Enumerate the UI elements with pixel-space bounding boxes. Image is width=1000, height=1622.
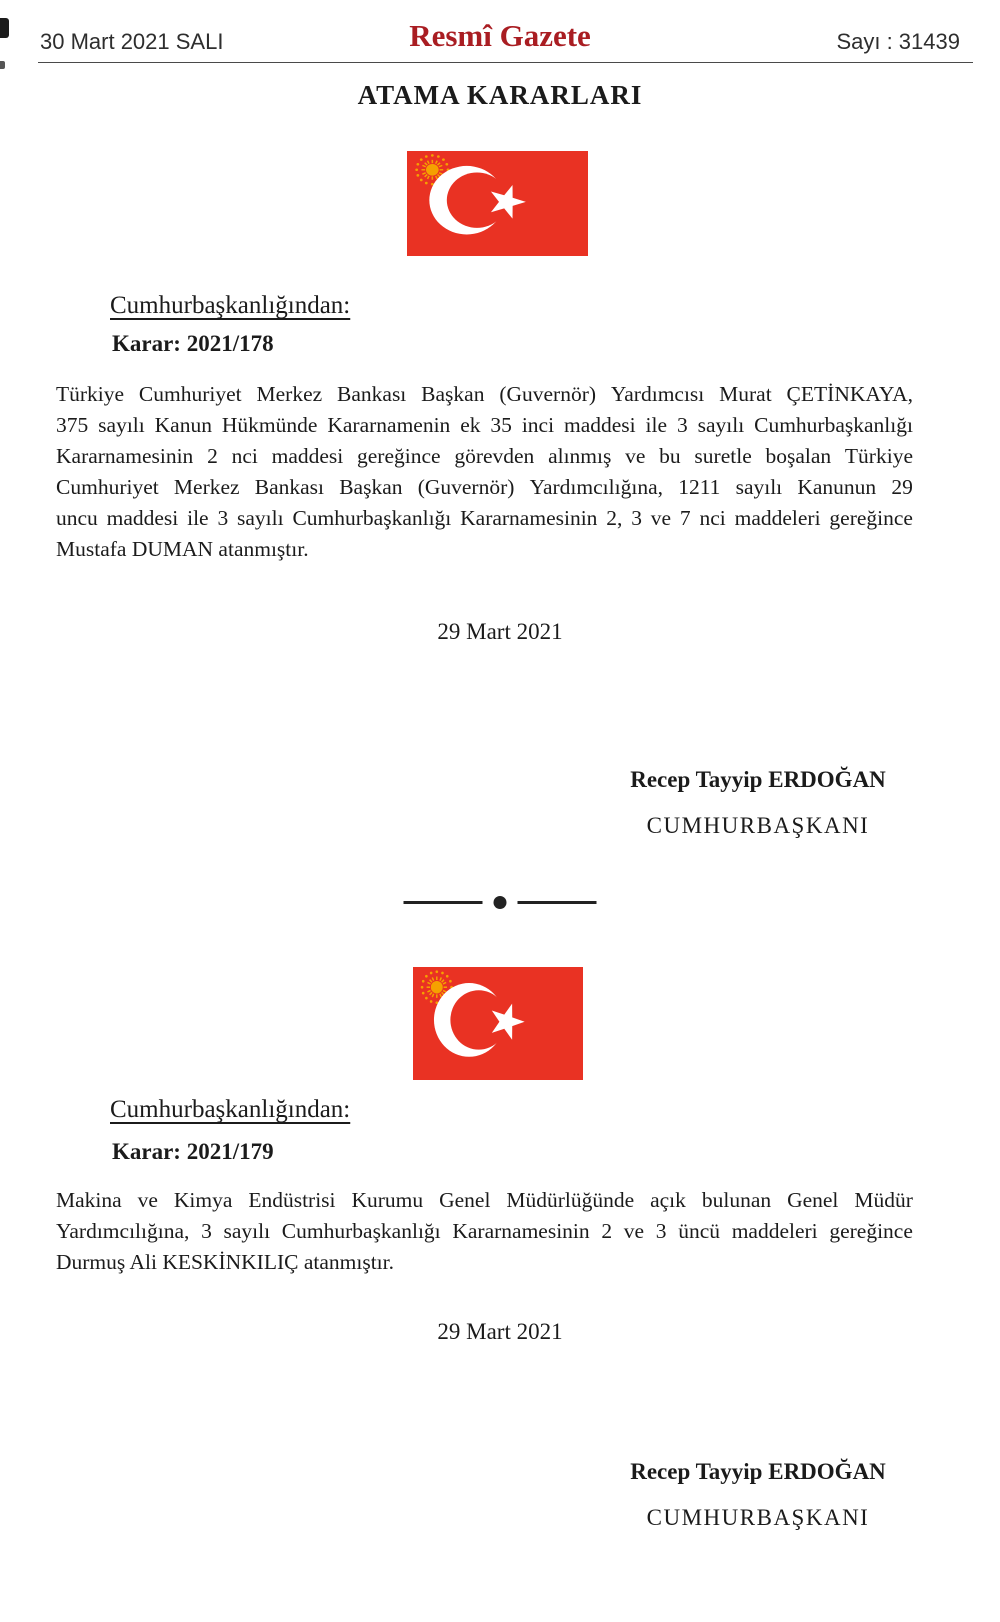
decision-number-1: Karar: 2021/178 — [112, 331, 274, 356]
decision-date-2: 29 Mart 2021 — [437, 1319, 563, 1344]
section-divider — [404, 896, 597, 909]
turkish-presidential-flag-icon — [413, 967, 583, 1080]
issuing-authority-2: Cumhurbaşkanlığından: — [110, 1096, 351, 1123]
signature-name-1: Recep Tayyip ERDOĞAN — [630, 767, 886, 792]
body-line: Mustafa DUMAN atanmıştır. — [56, 537, 309, 561]
divider-dot — [494, 896, 507, 909]
document-title: ATAMA KARARLARI — [357, 80, 643, 110]
signature-name-2: Recep Tayyip ERDOĞAN — [630, 1459, 886, 1484]
issuing-authority-1: Cumhurbaşkanlığından: — [110, 292, 351, 319]
scan-artifact — [0, 61, 5, 69]
decision-date-1: 29 Mart 2021 — [437, 619, 563, 644]
body-line: Cumhuriyet Merkez Bankası Başkan (Guvernör) Yardımcılığına, 1211 sayılı Kanunun 29 — [56, 475, 913, 499]
turkish-presidential-flag-icon — [407, 151, 588, 256]
body-line: Durmuş Ali KESKİNKILIÇ atanmıştır. — [56, 1250, 395, 1274]
header-date: 30 Mart 2021 SALI — [40, 29, 224, 54]
divider-line-left — [404, 901, 483, 904]
body-line: Türkiye Cumhuriyet Merkez Bankası Başkan (Guvernör) Yardımcısı Murat ÇETİNKAYA, — [56, 382, 913, 406]
divider-line-right — [518, 901, 597, 904]
decision-body-2 — [56, 1185, 913, 1278]
decision-body-1 — [56, 379, 913, 565]
signature-title-1: CUMHURBAŞKANI — [646, 813, 870, 838]
header-divider-rule — [38, 62, 973, 63]
body-line: 375 sayılı Kanun Hükmünde Kararnamenin ek 35 inci maddesi ile 3 sayılı Cumhurbaşkanlığı — [56, 413, 913, 437]
body-line: uncu maddesi ile 3 sayılı Cumhurbaşkanlığı Kararnamesinin 2, 3 ve 7 nci maddeleri gereğince — [56, 506, 913, 530]
body-line: Makina ve Kimya Endüstrisi Kurumu Genel Müdürlüğünde açık bulunan Genel Müdür — [56, 1188, 913, 1212]
header-issue-number: Sayı : 31439 — [836, 29, 960, 54]
signature-title-2: CUMHURBAŞKANI — [646, 1505, 870, 1530]
body-line: Kararnamesinin 2 nci maddesi gereğince görevden alınmış ve bu suretle boşalan Türkiye — [56, 444, 913, 468]
body-line: Yardımcılığına, 3 sayılı Cumhurbaşkanlığı Kararnamesinin 2 ve 3 üncü maddeleri gereğince — [56, 1219, 913, 1243]
masthead-title: Resmî Gazete — [409, 18, 591, 53]
decision-number-2: Karar: 2021/179 — [112, 1139, 274, 1164]
